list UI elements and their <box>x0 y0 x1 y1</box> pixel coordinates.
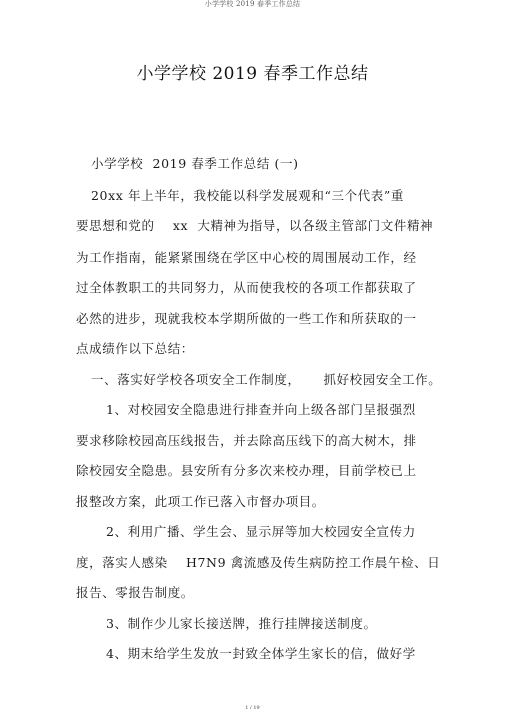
paragraph-line: 必然的进步，现就我校本学期所做的一些工作和所获取的一 <box>76 311 417 326</box>
paragraph-line: 要求移除校园高压线报告，并去除高压线下的高大树木，排 <box>76 433 417 448</box>
section-heading: 一、落实好学校各项安全工作制度， 抓好校园安全工作。 <box>91 372 442 387</box>
running-header: 小学学校 2019 春季工作总结 <box>204 0 301 8</box>
document-title: 小学学校 2019 春季工作总结 <box>136 64 369 84</box>
subtitle-line: 小学学校 2019 春季工作总结 (一) <box>91 156 299 171</box>
paragraph-line: 3、制作少儿家长接送牌，推行挂牌接送制度。 <box>106 616 377 631</box>
paragraph-line: 度，落实人感染 H7N9 禽流感及传生病防控工作晨午检、日 <box>76 555 441 570</box>
paragraph-line: 为工作指南，能紧紧围绕在学区中心校的周围展动工作，经 <box>76 250 417 265</box>
paragraph-line: 报整改方案，此项工作已落入市督办项目。 <box>76 494 325 509</box>
page-number: 1 / 19 <box>245 705 260 711</box>
paragraph-line: 20xx 年上半年，我校能以科学发展观和“三个代表”重 <box>91 188 404 203</box>
paragraph-line: 除校园安全隐患。县安所有分多次来校办理，目前学校已上 <box>76 463 417 478</box>
paragraph-line: 报告、零报告制度。 <box>76 585 194 600</box>
paragraph-line: 1、对校园安全隐患进行排查并向上级各部门呈报强烈 <box>106 402 416 417</box>
paragraph-line: 要思想和党的 xx 大精神为指导，以各级主管部门文件精神 <box>76 218 434 233</box>
paragraph-line: 过全体教职工的共同努力，从而使我校的各项工作都获取了 <box>76 280 417 295</box>
paragraph-line: 4、期末给学生发放一封致全体学生家长的信，做好学 <box>106 646 416 661</box>
paragraph-line: 2、利用广播、学生会、显示屏等加大校园安全宣传力 <box>106 524 416 539</box>
paragraph-line: 点成绩作以下总结： <box>76 341 194 356</box>
